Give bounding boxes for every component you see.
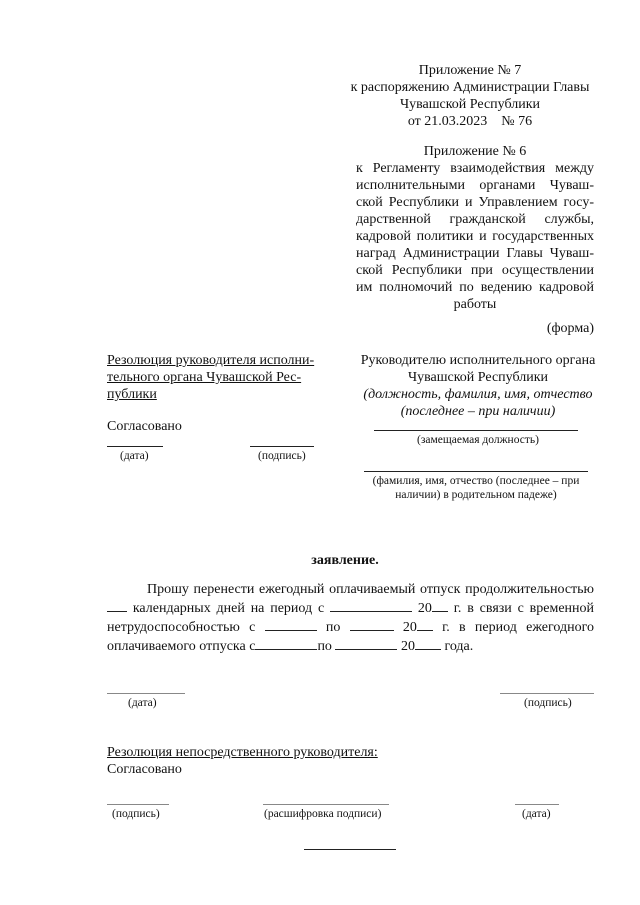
- appendix6-block: [356, 143, 594, 313]
- manager-decode-line[interactable]: [263, 804, 389, 805]
- days-field[interactable]: [107, 598, 127, 612]
- body-text: календарных дней на период с: [132, 601, 325, 616]
- body-line-3: [107, 617, 594, 636]
- appendix6-line: ской Республики и Управлением госу-: [356, 195, 594, 210]
- manager-date-line[interactable]: [515, 804, 559, 805]
- body-text: Прошу перенести ежегодный оплачиваемый отпуск продолжительностью: [147, 582, 594, 597]
- appendix6-line: к Регламенту взаимодействия между: [356, 161, 594, 176]
- appendix7-date-number: от 21.03.2023 № 76: [407, 114, 533, 129]
- manager-signature-caption: (подпись): [112, 808, 160, 820]
- appendix6-line: дарственной гражданской службы,: [356, 212, 594, 227]
- appendix6-line: им полномочий по ведению кадровой: [356, 280, 594, 295]
- manager-resolution: Резолюция непосредственного руководителя:: [107, 745, 378, 760]
- applicant-date-line[interactable]: [107, 693, 185, 694]
- body-text: нетрудоспособностью с: [107, 620, 256, 635]
- appendix6-title: Приложение № 6: [423, 144, 527, 159]
- resolution-line: Резолюция руководителя исполни-: [107, 353, 315, 368]
- period-from-field[interactable]: [330, 598, 412, 612]
- signature-line: [250, 446, 314, 447]
- manager-date-caption: (дата): [522, 808, 551, 820]
- replaced-position-caption: (замещаемая должность): [417, 434, 539, 446]
- body-text: по: [325, 620, 341, 635]
- resolution-line: тельного органа Чувашской Рес-: [107, 370, 302, 385]
- fio-line[interactable]: [364, 471, 588, 472]
- appendix6-line: ской Республики при осуществлении: [356, 263, 594, 278]
- body-text: 20: [417, 601, 432, 616]
- addressee-line: Руководителю исполнительного органа: [360, 353, 596, 368]
- body-text: г. в связи с временной: [453, 601, 595, 616]
- appendix6-line: кадровой политики и государственных: [356, 229, 594, 244]
- appendix7-order: к распоряжению Администрации Главы: [350, 80, 590, 95]
- appendix6-last-line: работы: [453, 297, 497, 312]
- fio-hint-line: (фамилия, имя, отчество (последнее – при: [372, 475, 580, 487]
- sick-to-field[interactable]: [350, 617, 394, 631]
- resolution-line: публики: [107, 387, 157, 402]
- applicant-signature-line[interactable]: [500, 693, 594, 694]
- manager-decode-caption: (расшифровка подписи): [264, 808, 382, 820]
- body-line-1: [107, 581, 594, 598]
- body-line-4: [107, 636, 594, 655]
- sick-from-field[interactable]: [265, 617, 317, 631]
- appendix6-line: наград Администрации Главы Чуваш-: [356, 246, 594, 261]
- applicant-date-caption: (дата): [128, 697, 157, 709]
- body-text: года.: [444, 639, 474, 654]
- year-field[interactable]: [432, 598, 448, 612]
- position-line[interactable]: [374, 430, 578, 431]
- body-text: г. в период ежегодного: [442, 620, 595, 635]
- year-field[interactable]: [417, 617, 433, 631]
- date-line: [107, 446, 163, 447]
- addressee-republic: Чувашской Республики: [407, 370, 549, 385]
- bottom-divider: [304, 849, 396, 850]
- application-body: [107, 581, 594, 655]
- year-field[interactable]: [415, 636, 441, 650]
- resolution-block: [107, 352, 322, 403]
- fio-hint: [356, 474, 596, 502]
- fio-hint-line: наличии) в родительном падеже): [395, 489, 557, 501]
- manager-signature-line[interactable]: [107, 804, 169, 805]
- position-hint: (должность, фамилия, имя, отчество: [363, 387, 593, 402]
- form-label: (форма): [546, 321, 594, 336]
- addressee-block: [356, 352, 600, 420]
- date-caption: (дата): [120, 450, 149, 462]
- body-line-2: [107, 598, 594, 617]
- document-title: заявление.: [311, 553, 379, 568]
- position-hint: (последнее – при наличии): [400, 404, 556, 419]
- appendix7-block: [340, 62, 600, 130]
- body-text: по: [317, 639, 332, 654]
- signature-caption: (подпись): [258, 450, 306, 462]
- appendix7-title: Приложение № 7: [418, 63, 522, 78]
- vacation-from-field[interactable]: [255, 636, 317, 650]
- body-text: оплачиваемого отпуска с: [107, 639, 256, 654]
- manager-agreed: Согласовано: [107, 762, 182, 777]
- appendix6-line: исполнительными органами Чуваш-: [356, 178, 594, 193]
- applicant-signature-caption: (подпись): [524, 697, 572, 709]
- body-text: 20: [400, 639, 415, 654]
- body-text: 20: [402, 620, 417, 635]
- agreed-label: Согласовано: [107, 419, 182, 434]
- appendix7-republic: Чувашской Республики: [399, 97, 541, 112]
- vacation-to-field[interactable]: [335, 636, 397, 650]
